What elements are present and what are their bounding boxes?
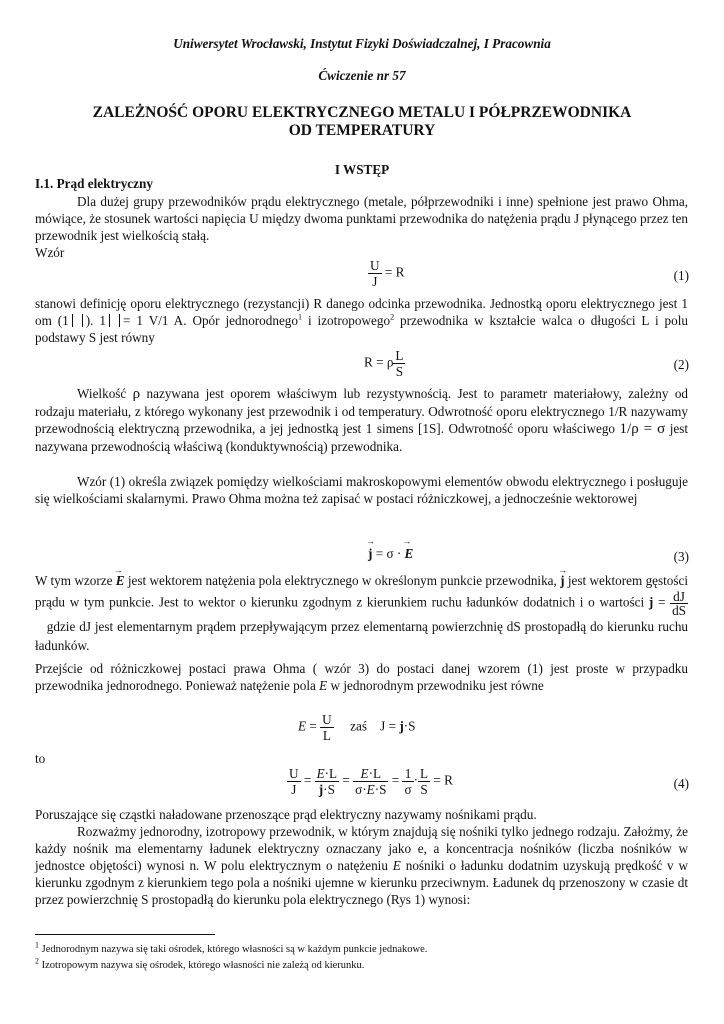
p6-text-a: Przejście od różniczkowej postaci prawa Ohma ( wzór 3) do postaci danej wzorem (1) jest proste w przypadku przewodnika jednorodnego. Ponieważ natężenie pola <box>35 661 688 693</box>
eq4-f5-den: S <box>420 782 428 797</box>
eqf-equals-2: = <box>388 718 397 734</box>
p2-text-e: przewodnika w kształcie walca o długości L i polu podstawy S jest równy <box>35 313 688 345</box>
eq4-f3-dot3: · <box>374 782 380 797</box>
institution-line: Uniwersytet Wrocławski, Instytut Fizyki Doświadczalnej, I Pracownia <box>173 36 551 51</box>
eq2-lhs: R <box>364 354 373 370</box>
paragraph-vectors <box>35 571 688 655</box>
p2-text-b: ). 1 <box>85 313 107 328</box>
p5-text-a: W tym wzorze <box>35 573 113 588</box>
label-to: to <box>35 751 46 766</box>
current-vector-symbol: → j <box>560 571 564 590</box>
eq4-f3-dot2: · <box>362 782 367 797</box>
footnote-2-mark: 2 <box>35 956 39 966</box>
footnote-1-text: Jednorodnym nazywa się taki ośrodek, którego własności są w każdym punkcie jednakowe. <box>41 944 428 955</box>
rho-symbol: ρ <box>132 386 141 402</box>
equation-3 <box>368 546 413 562</box>
eqf-j-current: J <box>380 718 386 734</box>
footnote-2-text: Izotropowym nazywa się ośrodek, którego własności nie zależą od kierunku. <box>41 960 365 971</box>
eq1-denominator: J <box>372 274 378 289</box>
paragraph-differential-form: Wzór (1) określa związek pomiędzy wielkościami makroskopowymi elementów obwodu elektrycznego i posługuje się wielkościami skalarnymi. Prawo Ohma można też zapisać w postaci różniczkowej, a jednocześnie wektorowej <box>35 474 688 506</box>
eqf-e: E <box>298 718 307 734</box>
conductivity-formula: 1/ρ = σ <box>619 421 666 437</box>
eq4-f2-dot: · <box>324 766 330 781</box>
eq1-equals: = <box>384 264 393 280</box>
footnote-ref-2: 2 <box>390 312 395 322</box>
footnote-1-mark: 1 <box>35 940 39 950</box>
subsection-heading: I.1. Prąd elektryczny <box>35 176 153 191</box>
equation-field-uniform <box>298 712 415 743</box>
exercise-number: Ćwiczenie nr 57 <box>318 68 406 83</box>
p8-text-a: Rozważmy jednorodny, izotropowy przewodnik, w którym znajdują się nośniki tylko jednego rodzaju. Założmy, że każdy nośnik ma elementarny ładunek elektryczny oznaczany jako e, a koncentracja nośników (liczba nośników w jednostce objętości) wynosi n. W polu elektrycznym o natężeniu <box>35 824 688 873</box>
equation-2 <box>364 348 405 379</box>
equation-number-2: (2) <box>673 357 689 372</box>
eq2-numerator: L <box>395 348 404 363</box>
eq4-eq4: = <box>433 772 441 788</box>
equation-number-3: (3) <box>673 549 689 564</box>
eqf-equals: = <box>309 718 317 734</box>
eq4-f3-l: L <box>372 766 382 781</box>
footnote-2 <box>35 956 365 971</box>
label-wzor: Wzór <box>35 245 65 260</box>
p3-text-a: Wielkość <box>77 386 127 401</box>
eq4-f3-e2: E <box>366 782 375 797</box>
eq4-f3-s: S <box>379 782 387 797</box>
p2-text-a: stanowi definicję oporu elektrycznego (rezystancji) R danego odcinka przewodnika. Jednostką oporu elektrycznego jest 1 om (1 <box>35 296 688 328</box>
footnote-1 <box>35 940 428 955</box>
eqf-numerator: U <box>322 712 332 727</box>
p8-text-b: nośniki o ładunku dodatnim uzyskują prędkość v w kierunku zgodnym z kierunkiem tego pola a nośniki ujemne w kierunku przeciwnym. Ładunek dq przenoszony w czasie dt przez powierzchnię S prostopadłą do kierunku pola elektrycznego (Rys 1) wynosi: <box>35 858 689 907</box>
p5-text-d: gdzie dJ jest elementarnym prądem przepływającym przez elementarną powierzchnię dS prostopadłą do kierunku ruchu ładunków. <box>35 619 689 653</box>
paragraph-carriers: Poruszające się cząstki naładowane przenoszące prąd elektryczny nazywamy nośnikami prądu. <box>35 807 537 822</box>
p3-text-c: jest nazywana przewodnością właściwą (konduktywnością) przewodnika. <box>35 421 689 454</box>
eq4-f2-l: L <box>329 766 338 781</box>
field-vector-symbol: → E <box>116 571 125 590</box>
eq1-numerator: U <box>370 258 380 273</box>
paragraph-transition <box>35 660 688 694</box>
eq4-f1-num: U <box>289 766 299 781</box>
eq4-eq1: = <box>303 772 312 788</box>
eqf-s: S <box>408 718 416 734</box>
p2-text-c: = 1 V/1 A. Opór jednorodnego <box>123 313 298 328</box>
footnote-ref-1: 1 <box>298 312 302 322</box>
eq1-rhs: R <box>395 264 405 280</box>
ohm-symbol-icon <box>109 314 120 327</box>
equation-1 <box>368 258 404 289</box>
eq4-f3-sigma: σ <box>355 782 363 797</box>
eq2-equals: = <box>376 354 384 370</box>
footnote-divider <box>35 934 215 935</box>
eq4-f4-den: σ <box>404 782 412 797</box>
eq4-f3-dot: · <box>368 766 373 781</box>
eq4-f2-j: j <box>318 782 324 797</box>
eq2-rho: ρ <box>386 354 394 370</box>
eq4-f2-e: E <box>316 766 325 781</box>
p5-text-c: jest wektorem gęstości prądu w tym punkcie. Jest to wektor o kierunku zgodnym z kierunkiem ruchu ładunków dodatnich i o wartości <box>35 573 689 610</box>
eq4-dot: · <box>413 772 418 788</box>
eq2-denominator: S <box>395 364 404 379</box>
eq4-f4-num: 1 <box>402 766 413 782</box>
e-symbol: E <box>319 678 328 693</box>
j-symbol: j <box>648 594 654 610</box>
eqf-denominator: L <box>322 728 331 743</box>
paragraph-ohm-law: Dla dużej grupy przewodników prądu elektrycznego (metale, półprzewodniki i inne) spełnione jest prawo Ohma, mówiące, że stosunek wartości napięcia U między dwoma punktami przewodnika do natężenia prądu J płynącego przez ten przewodnik jest wielkością stałą. <box>35 194 688 243</box>
p2-text-d: i izotropowego <box>302 313 391 328</box>
eqf-dot: · <box>403 718 409 734</box>
eq4-f1-den: J <box>291 782 297 797</box>
p5-text-b: jest wektorem natężenia pola elektrycznego w określonym punkcie przewodnika, <box>127 573 557 588</box>
dj-numerator: dJ <box>670 590 688 604</box>
p3-text-b: nazywana jest oporem właściwym lub rezystywnością. Jest to parametr materiałowy, zależny od rodzaju materiału, z którego wykonany jest przewodnik i od temperatury. Odwrotność oporu elektrycznego 1/R nazywamy przewodnością elektryczną przewodnika, a jej jednostką jest 1 simens [1S]. Odwrotność oporu właściwego <box>35 386 689 436</box>
equation-number-4: (4) <box>673 776 689 791</box>
eq4-f3-e: E <box>360 766 369 781</box>
eq4-f2-s: S <box>327 782 335 797</box>
paragraph-resistance-definition <box>35 295 688 346</box>
eq4-f5-num: L <box>420 766 429 781</box>
eq4-f2-dot2: · <box>323 782 328 797</box>
eq3-dot: · <box>396 546 402 561</box>
eq3-current-density: → j <box>368 546 372 562</box>
title-line-1: ZALEŻNOŚĆ OPORU ELEKTRYCZNEGO METALU I PÓŁPRZEWODNIKA <box>92 104 632 121</box>
title-line-2: OD TEMPERATURY <box>288 122 436 139</box>
section-heading: I WSTĘP <box>334 162 390 177</box>
eqf-j-density: j <box>399 718 404 734</box>
equation-number-1: (1) <box>673 268 689 283</box>
eq4-eq2: = <box>342 772 350 788</box>
paragraph-resistivity <box>35 385 688 455</box>
e-symbol-2: E <box>392 858 401 873</box>
ds-denominator: dS <box>672 603 687 618</box>
j-equals: = <box>657 594 666 610</box>
eq4-eq3: = <box>391 772 400 788</box>
eq3-field: → E <box>405 546 414 562</box>
eqf-zas: zaś <box>350 718 367 734</box>
ohm-symbol-icon <box>72 314 83 327</box>
eq4-r: R <box>444 772 453 788</box>
p6-text-b: w jednorodnym przewodniku jest równe <box>330 678 544 693</box>
eq3-sigma: σ <box>386 546 394 561</box>
paragraph-conductor-model <box>35 823 688 908</box>
equation-4 <box>287 766 453 797</box>
eq3-equals: = <box>375 546 384 561</box>
